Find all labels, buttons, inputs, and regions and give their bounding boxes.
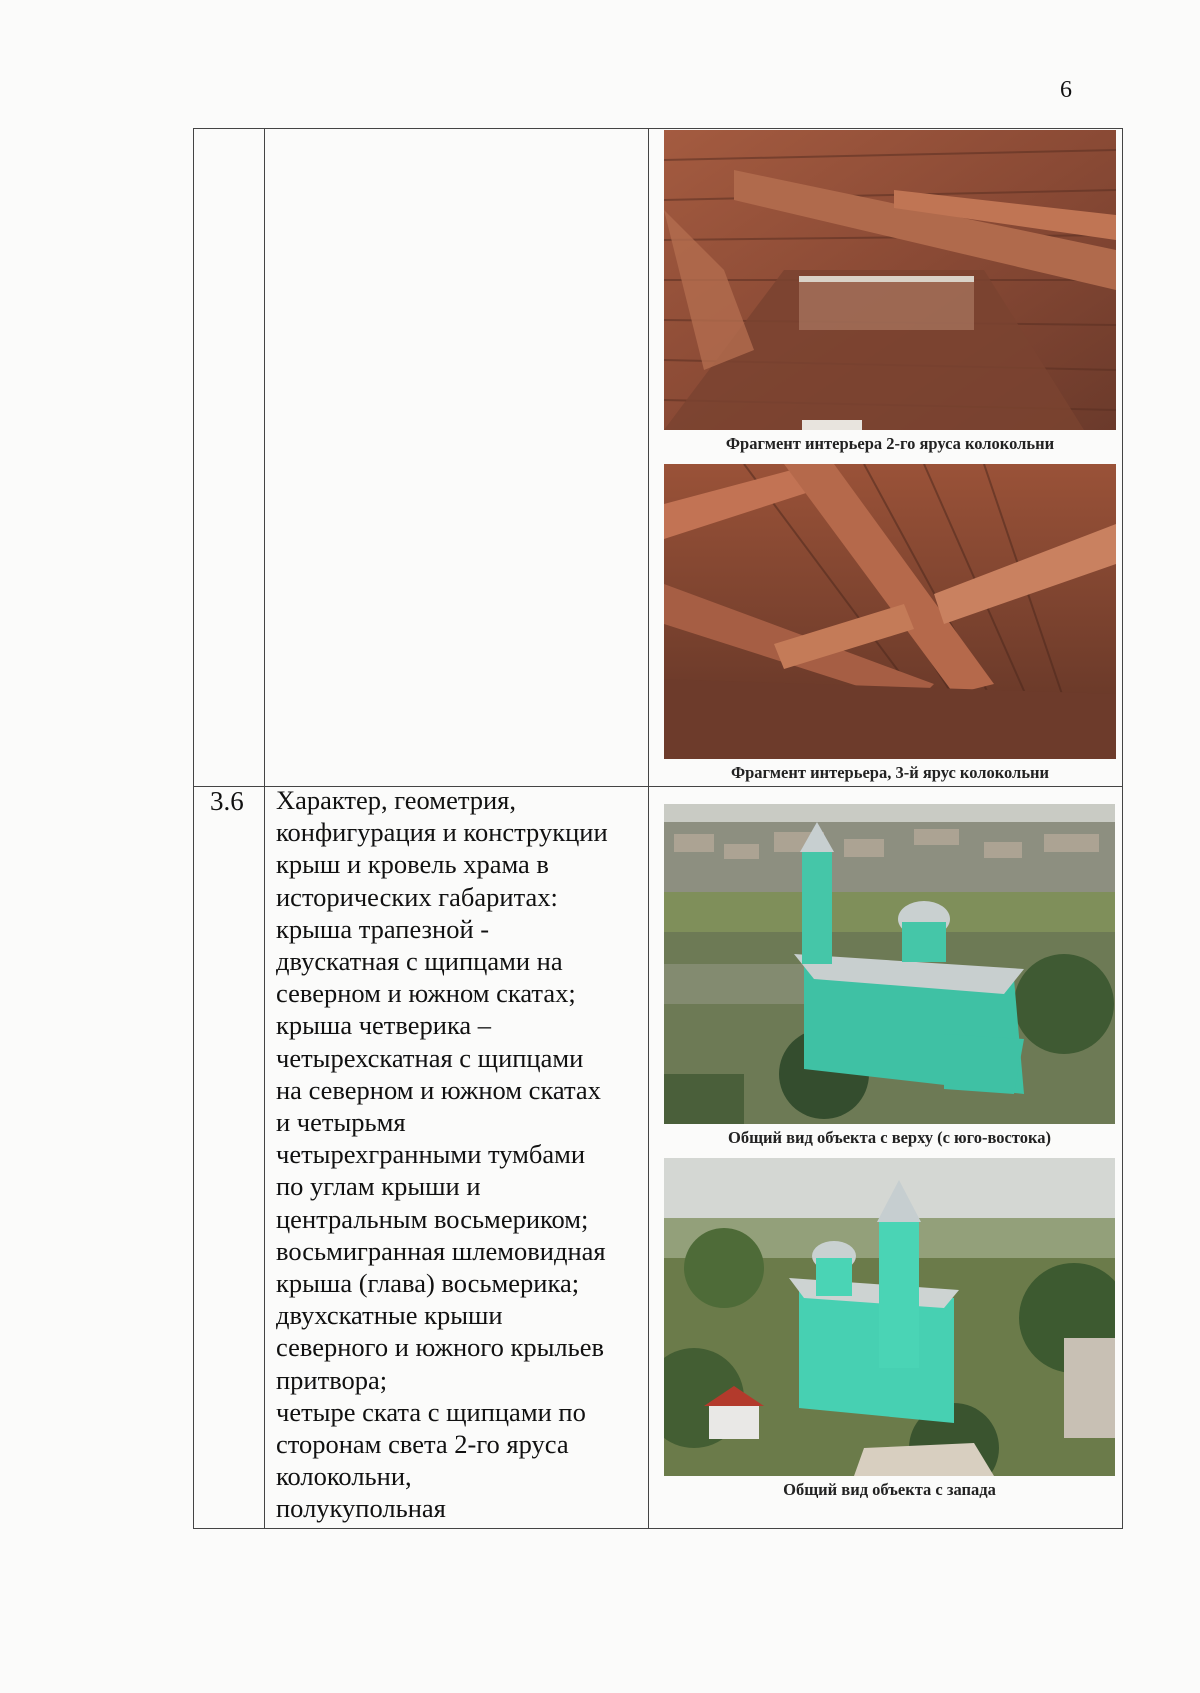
- row-number: 3.6: [210, 786, 244, 816]
- photo-interior-3rd-tier: [664, 464, 1116, 759]
- photo-interior-2nd-tier: [664, 130, 1116, 430]
- row-description: Характер, геометрия, конфигурация и конструкции крыш и кровель храма в исторических габаритах: крыша трапезной - двускатная с щипцами на северном и южном скатах; крыша четверика – четырехскатная с щипцами на северном и южном скатах и четырьмя четырехгранными тумбами по углам крыши и центральным восьмериком; восьмигранная шлемовидная крыша (глава) восьмерика; двухскатные крыши северного и южного крыльев притвора; четыре ската с щипцами по сторонам света 2-го яруса колокольни, полукупольная: [276, 785, 608, 1524]
- photo-aerial-west: [664, 1158, 1115, 1476]
- photo-caption: Фрагмент интерьера 2-го яруса колокольни: [725, 434, 1055, 453]
- table-column-divider: [264, 128, 265, 1529]
- photo-caption: Общий вид объекта с запада: [783, 1480, 996, 1499]
- photo-caption: Общий вид объекта с верху (с юго-востока): [727, 1128, 1051, 1147]
- table-column-divider: [648, 128, 649, 1529]
- photo-caption: Фрагмент интерьера, 3-й ярус колокольни: [730, 763, 1050, 782]
- page-number: 6: [1060, 77, 1072, 103]
- photo-aerial-southeast: [664, 804, 1115, 1124]
